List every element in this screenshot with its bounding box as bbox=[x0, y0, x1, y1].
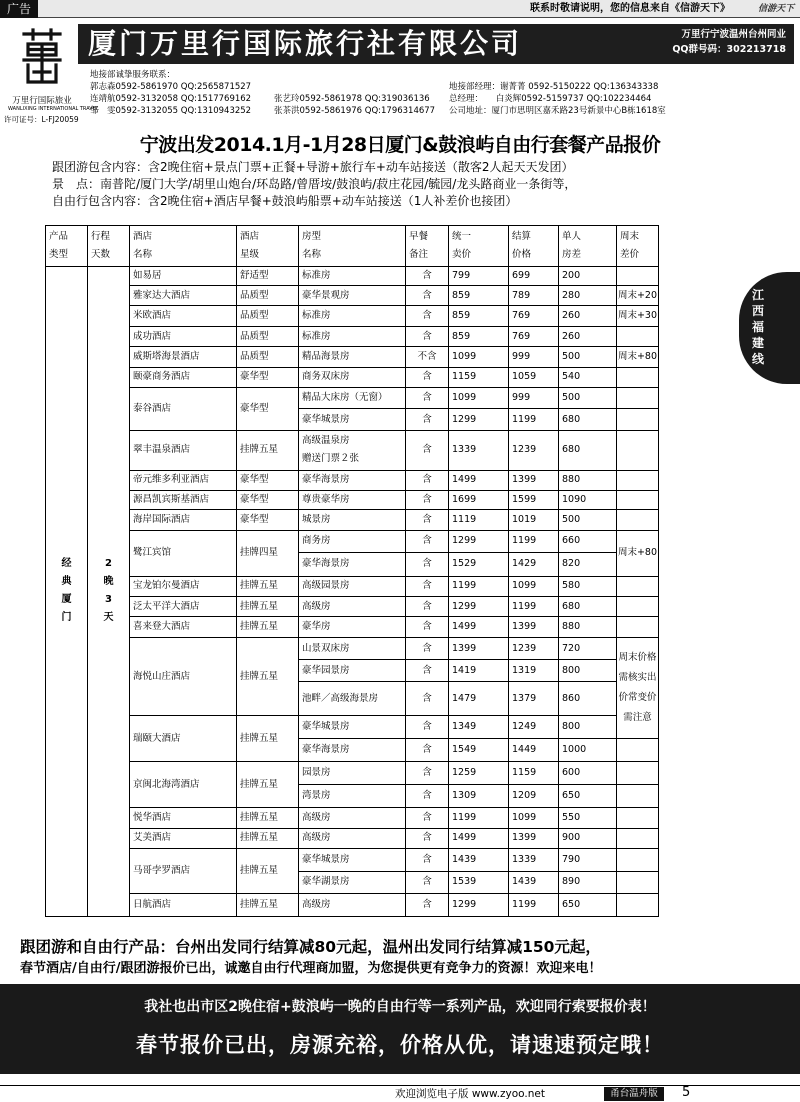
hotel-star-cell: 品质型 bbox=[237, 306, 299, 326]
breakfast-cell: 含 bbox=[406, 660, 449, 681]
sell-price-cell: 1419 bbox=[449, 660, 509, 681]
free-travel-includes: 自由行包含内容：含2晚住宿+酒店早餐+鼓浪屿船票+动车站接送（1人补差价也接团） bbox=[52, 194, 518, 208]
table-row bbox=[46, 430, 659, 470]
route-tab-char: 线 bbox=[751, 352, 764, 366]
hotel-name-cell: 泛太平洋大酒店 bbox=[130, 597, 237, 617]
hotel-star-cell: 舒适型 bbox=[237, 266, 299, 285]
contact-line: 张艺玲0592-5861978 QQ:319036136 bbox=[274, 94, 430, 104]
room-type-cell: 豪华城景房 bbox=[299, 716, 406, 739]
column-header-settle: 结算 价格 bbox=[509, 226, 559, 267]
sell-price-cell: 1539 bbox=[449, 871, 509, 894]
weekend-diff-cell bbox=[617, 597, 659, 617]
breakfast-cell: 不含 bbox=[406, 347, 449, 367]
weekend-diff-cell: 周末+80 bbox=[617, 347, 659, 367]
single-supplement-cell: 540 bbox=[559, 367, 617, 387]
single-supplement-cell: 790 bbox=[559, 849, 617, 872]
room-type-cell: 高级房 bbox=[299, 828, 406, 848]
table-row bbox=[46, 808, 659, 828]
logo-chinese-name: 万里行国际旅业 bbox=[12, 96, 72, 106]
divider bbox=[0, 1085, 800, 1086]
settle-price-cell: 789 bbox=[509, 286, 559, 306]
hotel-star-cell: 豪华型 bbox=[237, 510, 299, 530]
settle-price-cell: 1399 bbox=[509, 470, 559, 490]
hotel-name-cell: 悦华酒店 bbox=[130, 808, 237, 828]
room-type-cell: 标准房 bbox=[299, 306, 406, 326]
hotel-star-cell: 品质型 bbox=[237, 326, 299, 346]
table-row bbox=[46, 387, 659, 408]
room-type-cell: 标准房 bbox=[299, 266, 406, 285]
settle-price-cell: 1399 bbox=[509, 617, 559, 637]
breakfast-cell: 含 bbox=[406, 849, 449, 872]
breakfast-cell: 含 bbox=[406, 576, 449, 596]
hotel-star-cell: 挂牌五星 bbox=[237, 576, 299, 596]
hotel-name-cell: 鹭江宾馆 bbox=[130, 530, 237, 576]
single-supplement-cell: 650 bbox=[559, 894, 617, 917]
table-header-row bbox=[46, 226, 659, 267]
sell-price-cell: 1299 bbox=[449, 894, 509, 917]
table-row bbox=[46, 617, 659, 637]
hotel-name-cell: 马哥孛罗酒店 bbox=[130, 849, 237, 894]
route-tab-char: 江 bbox=[751, 288, 764, 302]
sell-price-cell: 1399 bbox=[449, 637, 509, 660]
edition-badge: 甬台温舟版 bbox=[604, 1087, 664, 1101]
breakfast-cell: 含 bbox=[406, 409, 449, 430]
weekend-diff-cell bbox=[617, 490, 659, 509]
sell-price-cell: 1119 bbox=[449, 510, 509, 530]
room-type-cell: 豪华城景房 bbox=[299, 409, 406, 430]
room-type-cell: 豪华湖景房 bbox=[299, 871, 406, 894]
single-supplement-cell: 890 bbox=[559, 871, 617, 894]
room-type-cell: 豪华城景房 bbox=[299, 849, 406, 872]
weekend-diff-cell bbox=[617, 784, 659, 808]
hotel-star-cell: 豪华型 bbox=[237, 387, 299, 430]
settle-price-cell: 1209 bbox=[509, 784, 559, 808]
hotel-name-cell: 日航酒店 bbox=[130, 894, 237, 917]
sell-price-cell: 1099 bbox=[449, 347, 509, 367]
single-supplement-cell: 280 bbox=[559, 286, 617, 306]
settle-price-cell: 999 bbox=[509, 387, 559, 408]
hotel-name-cell: 海岸国际酒店 bbox=[130, 510, 237, 530]
settle-price-cell: 1099 bbox=[509, 576, 559, 596]
discount-note: 跟团游和自由行产品：台州出发同行结算减80元起，温州出发同行结算减150元起， bbox=[20, 938, 601, 956]
hotel-name-cell: 京闽北海湾酒店 bbox=[130, 762, 237, 808]
settle-price-cell: 1339 bbox=[509, 849, 559, 872]
hotel-star-cell: 挂牌五星 bbox=[237, 762, 299, 808]
single-supplement-cell: 1090 bbox=[559, 490, 617, 509]
footer-line-2: 春节报价已出，房源充裕，价格从优，请速速预定哦！ bbox=[136, 1033, 664, 1057]
contact-line: 郭志森0592-5861970 QQ:2565871527 bbox=[90, 82, 252, 92]
room-type-cell: 山景双床房 bbox=[299, 637, 406, 660]
hotel-name-cell: 泰谷酒店 bbox=[130, 387, 237, 430]
single-supplement-cell: 260 bbox=[559, 326, 617, 346]
sell-price-cell: 1349 bbox=[449, 716, 509, 739]
table-row bbox=[46, 637, 659, 660]
hotel-star-cell: 挂牌四星 bbox=[237, 530, 299, 576]
table-row bbox=[46, 347, 659, 367]
weekend-diff-cell bbox=[617, 387, 659, 408]
hotel-name-cell: 米欧酒店 bbox=[130, 306, 237, 326]
sell-price-cell: 1299 bbox=[449, 530, 509, 553]
breakfast-cell: 含 bbox=[406, 306, 449, 326]
hotel-star-cell: 挂牌五星 bbox=[237, 894, 299, 917]
contact-line: 连靖航0592-3132058 QQ:1517769162 bbox=[90, 94, 252, 104]
settle-price-cell: 1399 bbox=[509, 828, 559, 848]
weekend-diff-cell bbox=[617, 409, 659, 430]
sell-price-cell: 859 bbox=[449, 306, 509, 326]
breakfast-cell: 含 bbox=[406, 530, 449, 553]
table-row bbox=[46, 286, 659, 306]
breakfast-cell: 含 bbox=[406, 266, 449, 285]
breakfast-cell: 含 bbox=[406, 470, 449, 490]
single-supplement-cell: 800 bbox=[559, 716, 617, 739]
sell-price-cell: 1309 bbox=[449, 784, 509, 808]
duration-cell: 2 晚 3 天 bbox=[88, 266, 130, 916]
qq-group: QQ群号码：302213718 bbox=[672, 44, 786, 55]
sell-price-cell: 859 bbox=[449, 326, 509, 346]
website-note: 欢迎浏览电子版 www.zyoo.net bbox=[395, 1088, 545, 1100]
sell-price-cell: 1199 bbox=[449, 576, 509, 596]
breakfast-cell: 含 bbox=[406, 286, 449, 306]
route-tab-char: 福 bbox=[751, 320, 764, 334]
settle-price-cell: 1429 bbox=[509, 553, 559, 577]
sell-price-cell: 1199 bbox=[449, 808, 509, 828]
single-supplement-cell: 550 bbox=[559, 808, 617, 828]
breakfast-cell: 含 bbox=[406, 808, 449, 828]
sell-price-cell: 1499 bbox=[449, 828, 509, 848]
route-tab-char: 西 bbox=[751, 304, 764, 318]
settle-price-cell: 769 bbox=[509, 326, 559, 346]
settle-price-cell: 1239 bbox=[509, 637, 559, 660]
hotel-name-cell: 帝元维多利亚酒店 bbox=[130, 470, 237, 490]
weekend-diff-cell bbox=[617, 266, 659, 285]
weekend-diff-cell: 周末+30 bbox=[617, 306, 659, 326]
single-supplement-cell: 720 bbox=[559, 637, 617, 660]
sell-price-cell: 1299 bbox=[449, 409, 509, 430]
hotel-star-cell: 挂牌五星 bbox=[237, 637, 299, 715]
page-title: 宁波出发2014.1月-1月28日厦门&鼓浪屿自由行套餐产品报价 bbox=[139, 134, 661, 156]
sell-price-cell: 859 bbox=[449, 286, 509, 306]
hotel-star-cell: 豪华型 bbox=[237, 470, 299, 490]
table-row bbox=[46, 326, 659, 346]
contact-line: 邹 雯0592-3132055 QQ:1310943252 bbox=[90, 106, 252, 116]
sell-price-cell: 1259 bbox=[449, 762, 509, 785]
breakfast-cell: 含 bbox=[406, 828, 449, 848]
breakfast-cell: 含 bbox=[406, 430, 449, 470]
room-type-cell: 豪华海景房 bbox=[299, 738, 406, 762]
hotel-name-cell: 如易居 bbox=[130, 266, 237, 285]
attractions: 景 点：南普陀/厦门大学/胡里山炮台/环岛路/曾厝垵/鼓浪屿/菽庄花园/毓园/龙头路商业一条街等， bbox=[52, 177, 577, 191]
column-header-weekend: 周末 差价 bbox=[617, 226, 659, 267]
column-header-days: 行程 天数 bbox=[88, 226, 130, 267]
breakfast-cell: 含 bbox=[406, 367, 449, 387]
breakfast-cell: 含 bbox=[406, 871, 449, 894]
room-type-cell: 豪华海景房 bbox=[299, 553, 406, 577]
hotel-star-cell: 挂牌五星 bbox=[237, 430, 299, 470]
settle-price-cell: 1199 bbox=[509, 597, 559, 617]
settle-price-cell: 1319 bbox=[509, 660, 559, 681]
single-supplement-cell: 600 bbox=[559, 762, 617, 785]
weekend-diff-cell bbox=[617, 510, 659, 530]
breakfast-cell: 含 bbox=[406, 510, 449, 530]
product-type-cell: 经 典 厦 门 bbox=[46, 266, 88, 916]
company-logo-icon bbox=[20, 28, 64, 84]
single-supplement-cell: 580 bbox=[559, 576, 617, 596]
breakfast-cell: 含 bbox=[406, 490, 449, 509]
single-supplement-cell: 800 bbox=[559, 660, 617, 681]
price-table bbox=[45, 225, 659, 917]
settle-price-cell: 699 bbox=[509, 266, 559, 285]
weekend-diff-cell bbox=[617, 576, 659, 596]
room-type-cell: 豪华海景房 bbox=[299, 470, 406, 490]
breakfast-cell: 含 bbox=[406, 617, 449, 637]
room-type-cell: 精品大床房（无窗） bbox=[299, 387, 406, 408]
single-supplement-cell: 650 bbox=[559, 784, 617, 808]
weekend-diff-cell bbox=[617, 871, 659, 894]
hotel-star-cell: 豪华型 bbox=[237, 490, 299, 509]
hotel-star-cell: 挂牌五星 bbox=[237, 716, 299, 762]
single-supplement-cell: 880 bbox=[559, 617, 617, 637]
room-type-cell: 高级房 bbox=[299, 597, 406, 617]
weekend-diff-cell: 周末+80 bbox=[617, 530, 659, 576]
single-supplement-cell: 860 bbox=[559, 681, 617, 715]
table-row bbox=[46, 367, 659, 387]
settle-price-cell: 1199 bbox=[509, 530, 559, 553]
publisher-logo: 信游天下 bbox=[757, 4, 794, 14]
hotel-name-cell: 成功酒店 bbox=[130, 326, 237, 346]
route-tab-char: 建 bbox=[751, 336, 764, 350]
table-row bbox=[46, 266, 659, 285]
weekend-diff-cell bbox=[617, 367, 659, 387]
room-type-cell: 豪华景观房 bbox=[299, 286, 406, 306]
hotel-star-cell: 品质型 bbox=[237, 286, 299, 306]
table-row bbox=[46, 510, 659, 530]
breakfast-cell: 含 bbox=[406, 894, 449, 917]
breakfast-cell: 含 bbox=[406, 716, 449, 739]
settle-price-cell: 1199 bbox=[509, 894, 559, 917]
table-row bbox=[46, 576, 659, 596]
hotel-name-cell: 雅家达大酒店 bbox=[130, 286, 237, 306]
settle-price-cell: 1379 bbox=[509, 681, 559, 715]
sell-price-cell: 1439 bbox=[449, 849, 509, 872]
contact-title: 地接部诚挚服务联系： bbox=[90, 70, 176, 80]
column-header-single: 单人 房差 bbox=[559, 226, 617, 267]
settle-price-cell: 1019 bbox=[509, 510, 559, 530]
sell-price-cell: 1529 bbox=[449, 553, 509, 577]
single-supplement-cell: 200 bbox=[559, 266, 617, 285]
company-name: 厦门万里行国际旅行社有限公司 bbox=[88, 27, 523, 60]
breakfast-cell: 含 bbox=[406, 326, 449, 346]
hotel-name-cell: 威斯塔海景酒店 bbox=[130, 347, 237, 367]
single-supplement-cell: 660 bbox=[559, 530, 617, 553]
page-number: 5 bbox=[682, 1085, 691, 1100]
table-row bbox=[46, 716, 659, 739]
single-supplement-cell: 680 bbox=[559, 430, 617, 470]
table-row bbox=[46, 849, 659, 872]
column-header-sell: 统一 卖价 bbox=[449, 226, 509, 267]
settle-price-cell: 1449 bbox=[509, 738, 559, 762]
weekend-diff-cell bbox=[617, 762, 659, 785]
room-type-cell: 豪华园景房 bbox=[299, 660, 406, 681]
settle-price-cell: 769 bbox=[509, 306, 559, 326]
breakfast-cell: 含 bbox=[406, 762, 449, 785]
route-tab-label bbox=[738, 287, 778, 367]
room-type-cell: 园景房 bbox=[299, 762, 406, 785]
company-slogan: 万里行宁波温州台州同业 bbox=[681, 29, 786, 40]
settle-price-cell: 1099 bbox=[509, 808, 559, 828]
breakfast-cell: 含 bbox=[406, 681, 449, 715]
settle-price-cell: 1239 bbox=[509, 430, 559, 470]
settle-price-cell: 1159 bbox=[509, 762, 559, 785]
hotel-name-cell: 源昌凯宾斯基酒店 bbox=[130, 490, 237, 509]
single-supplement-cell: 820 bbox=[559, 553, 617, 577]
weekend-diff-cell bbox=[617, 808, 659, 828]
hotel-star-cell: 挂牌五星 bbox=[237, 808, 299, 828]
table-row bbox=[46, 470, 659, 490]
breakfast-cell: 含 bbox=[406, 784, 449, 808]
room-type-cell: 高级温泉房 赠送门票２张 bbox=[299, 430, 406, 470]
column-header-type: 产品 类型 bbox=[46, 226, 88, 267]
weekend-diff-cell bbox=[617, 470, 659, 490]
hotel-name-cell: 艾美酒店 bbox=[130, 828, 237, 848]
weekend-diff-cell bbox=[617, 828, 659, 848]
breakfast-cell: 含 bbox=[406, 597, 449, 617]
sell-price-cell: 1159 bbox=[449, 367, 509, 387]
settle-price-cell: 1599 bbox=[509, 490, 559, 509]
tour-includes: 跟团游包含内容：含2晚住宿+景点门票+正餐+导游+旅行车+动车站接送（散客2人起天天发团） bbox=[52, 160, 574, 174]
column-header-breakfast: 早餐 备注 bbox=[406, 226, 449, 267]
logo-english-name: WANLIXING INTERNATIONAL TRAVEL bbox=[8, 106, 99, 112]
contact-gm: 总经理： 白炎辉0592-5159737 QQ:102234464 bbox=[449, 94, 652, 104]
table-row bbox=[46, 490, 659, 509]
breakfast-cell: 含 bbox=[406, 738, 449, 762]
single-supplement-cell: 900 bbox=[559, 828, 617, 848]
room-type-cell: 高级房 bbox=[299, 894, 406, 917]
footer-line-1: 我社也出市区2晚住宿+鼓浪屿一晚的自由行等一系列产品，欢迎同行索要报价表！ bbox=[144, 999, 656, 1015]
sell-price-cell: 1699 bbox=[449, 490, 509, 509]
hotel-star-cell: 品质型 bbox=[237, 347, 299, 367]
hotel-name-cell: 瑞颐大酒店 bbox=[130, 716, 237, 762]
settle-price-cell: 999 bbox=[509, 347, 559, 367]
hotel-name-cell: 喜来登大酒店 bbox=[130, 617, 237, 637]
sell-price-cell: 1339 bbox=[449, 430, 509, 470]
room-type-cell: 池畔／高级海景房 bbox=[299, 681, 406, 715]
weekend-diff-cell bbox=[617, 738, 659, 762]
hotel-name-cell: 宝龙铂尔曼酒店 bbox=[130, 576, 237, 596]
spring-festival-note: 春节酒店/自由行/跟团游报价已出，诚邀自由行代理商加盟，为您提供更有竞争力的资源！欢迎来电！ bbox=[20, 961, 602, 976]
hotel-name-cell: 颐豪商务酒店 bbox=[130, 367, 237, 387]
contact-manager: 地接部经理：谢菁菁 0592-5150222 QQ:136343338 bbox=[449, 82, 659, 92]
sell-price-cell: 1499 bbox=[449, 617, 509, 637]
sell-price-cell: 1479 bbox=[449, 681, 509, 715]
single-supplement-cell: 500 bbox=[559, 347, 617, 367]
ad-tag: 广告 bbox=[0, 0, 38, 18]
room-type-cell: 湾景房 bbox=[299, 784, 406, 808]
hotel-name-cell: 海悦山庄酒店 bbox=[130, 637, 237, 715]
breakfast-cell: 含 bbox=[406, 553, 449, 577]
weekend-diff-cell bbox=[617, 849, 659, 872]
column-header-star: 酒店 星级 bbox=[237, 226, 299, 267]
room-type-cell: 商务房 bbox=[299, 530, 406, 553]
hotel-star-cell: 豪华型 bbox=[237, 367, 299, 387]
room-type-cell: 标准房 bbox=[299, 326, 406, 346]
sell-price-cell: 1549 bbox=[449, 738, 509, 762]
hotel-name-cell: 翠丰温泉酒店 bbox=[130, 430, 237, 470]
table-row bbox=[46, 306, 659, 326]
breakfast-cell: 含 bbox=[406, 387, 449, 408]
settle-price-cell: 1439 bbox=[509, 871, 559, 894]
single-supplement-cell: 680 bbox=[559, 597, 617, 617]
sell-price-cell: 1299 bbox=[449, 597, 509, 617]
settle-price-cell: 1249 bbox=[509, 716, 559, 739]
weekend-diff-cell bbox=[617, 617, 659, 637]
column-header-room: 房型 名称 bbox=[299, 226, 406, 267]
company-address: 公司地址：厦门市思明区嘉禾路23号新景中心B栋1618室 bbox=[449, 106, 666, 116]
sell-price-cell: 799 bbox=[449, 266, 509, 285]
room-type-cell: 城景房 bbox=[299, 510, 406, 530]
room-type-cell: 豪华房 bbox=[299, 617, 406, 637]
hotel-star-cell: 挂牌五星 bbox=[237, 828, 299, 848]
single-supplement-cell: 500 bbox=[559, 510, 617, 530]
top-note: 联系时敬请说明，您的信息来自《信游天下》 bbox=[530, 3, 730, 14]
hotel-star-cell: 挂牌五星 bbox=[237, 617, 299, 637]
single-supplement-cell: 680 bbox=[559, 409, 617, 430]
license-number: 许可证号：L-FJ20059 bbox=[4, 115, 79, 124]
sell-price-cell: 1099 bbox=[449, 387, 509, 408]
single-supplement-cell: 1000 bbox=[559, 738, 617, 762]
weekend-diff-cell bbox=[617, 894, 659, 917]
hotel-star-cell: 挂牌五星 bbox=[237, 597, 299, 617]
settle-price-cell: 1059 bbox=[509, 367, 559, 387]
weekend-diff-cell: 周末+20 bbox=[617, 286, 659, 306]
table-row bbox=[46, 894, 659, 917]
settle-price-cell: 1199 bbox=[509, 409, 559, 430]
room-type-cell: 商务双床房 bbox=[299, 367, 406, 387]
table-row bbox=[46, 530, 659, 553]
single-supplement-cell: 500 bbox=[559, 387, 617, 408]
weekend-diff-cell: 周末价格需核实出价常变价需注意 bbox=[617, 637, 659, 738]
hotel-star-cell: 挂牌五星 bbox=[237, 849, 299, 894]
breakfast-cell: 含 bbox=[406, 637, 449, 660]
table-row bbox=[46, 597, 659, 617]
column-header-hotel: 酒店 名称 bbox=[130, 226, 237, 267]
table-row bbox=[46, 762, 659, 785]
weekend-diff-cell bbox=[617, 326, 659, 346]
sell-price-cell: 1499 bbox=[449, 470, 509, 490]
weekend-diff-cell bbox=[617, 430, 659, 470]
table-row bbox=[46, 828, 659, 848]
room-type-cell: 尊贵豪华房 bbox=[299, 490, 406, 509]
single-supplement-cell: 880 bbox=[559, 470, 617, 490]
room-type-cell: 高级园景房 bbox=[299, 576, 406, 596]
room-type-cell: 高级房 bbox=[299, 808, 406, 828]
contact-line: 张茶洪0592-5861976 QQ:1796314677 bbox=[274, 106, 436, 116]
single-supplement-cell: 260 bbox=[559, 306, 617, 326]
room-type-cell: 精品海景房 bbox=[299, 347, 406, 367]
